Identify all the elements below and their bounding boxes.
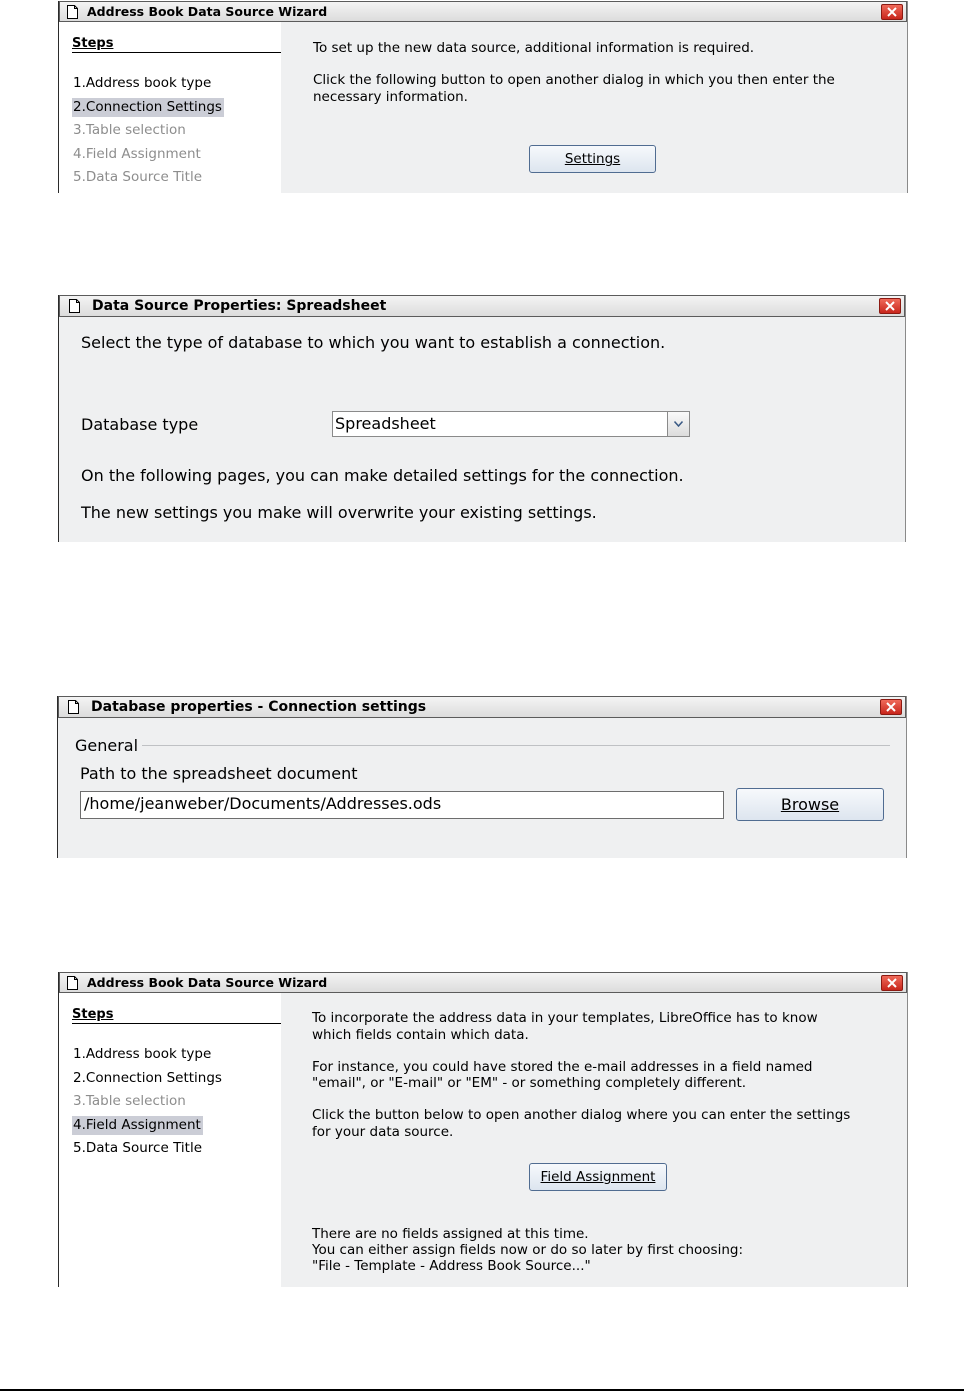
step-data-source-title[interactable] (72, 1139, 204, 1158)
step-number: 3. (73, 122, 86, 138)
dropdown-button[interactable] (667, 412, 689, 436)
settings-button-label: Settings (564, 151, 621, 167)
field-assignment-button-label: Field Assignment (540, 1169, 656, 1185)
step-number: 4. (73, 1117, 86, 1133)
step-label: Table selection (85, 122, 186, 138)
wizard-content (281, 22, 907, 193)
steps-panel (59, 22, 281, 193)
step-number: 3. (73, 1093, 86, 1109)
step-address-book-type[interactable] (72, 1045, 213, 1064)
intro-text-line2: which fields contain which data. (312, 1027, 529, 1043)
step-data-source-title (72, 168, 204, 187)
close-button[interactable] (880, 699, 902, 715)
status-text-line1: There are no fields assigned at this time. (312, 1226, 589, 1242)
title-bar[interactable] (59, 1, 907, 22)
group-label-general: General (75, 736, 139, 755)
path-input[interactable]: /home/jeanweber/Documents/Addresses.ods (80, 791, 724, 819)
window-title: Database properties - Connection settings (91, 699, 427, 715)
chevron-down-icon (674, 421, 683, 427)
step-connection-settings[interactable] (72, 98, 224, 117)
step-label: Connection Settings (85, 99, 222, 115)
status-text-line3: "File - Template - Address Book Source..." (312, 1258, 591, 1274)
example-text-line1: For instance, you could have stored the e-mail addresses in a field named (312, 1059, 813, 1075)
step-connection-settings[interactable] (72, 1069, 224, 1088)
step-number: 5. (73, 169, 86, 185)
info-text: To set up the new data source, additional information is required. (313, 40, 755, 56)
page-footer-rule (0, 1389, 964, 1391)
step-label: Data Source Title (85, 1140, 203, 1156)
step-table-selection (72, 121, 188, 140)
step-number: 4. (73, 146, 86, 162)
database-type-select[interactable] (332, 411, 690, 437)
window-title: Address Book Data Source Wizard (87, 975, 328, 990)
step-field-assignment[interactable] (72, 1116, 203, 1135)
wizard-dialog-connection (58, 1, 908, 193)
title-bar[interactable] (59, 295, 905, 317)
database-type-label: Database type (81, 415, 199, 434)
step-label: Address book type (85, 75, 212, 91)
intro-text-line1: To incorporate the address data in your templates, LibreOffice has to know (312, 1010, 818, 1026)
close-button[interactable] (881, 4, 903, 20)
instruction-text-line2: for your data source. (312, 1124, 454, 1140)
step-number: 1. (73, 1046, 86, 1062)
field-assignment-button[interactable] (529, 1163, 667, 1191)
step-number: 5. (73, 1140, 86, 1156)
steps-heading: Steps (72, 1007, 281, 1024)
document-icon (67, 5, 78, 19)
wizard-dialog-field-assignment (58, 972, 908, 1287)
settings-button[interactable] (529, 145, 656, 173)
step-number: 1. (73, 75, 86, 91)
overwrite-text: The new settings you make will overwrite your existing settings. (81, 503, 597, 522)
step-label: Field Assignment (85, 1117, 201, 1133)
instruction-text-line1: Click the button below to open another dialog where you can enter the settings (312, 1107, 851, 1123)
step-label: Table selection (85, 1093, 186, 1109)
wizard-content (281, 993, 907, 1287)
connection-settings-dialog (57, 696, 907, 858)
status-text-line2: You can either assign fields now or do so later by first choosing: (312, 1242, 744, 1258)
step-number: 2. (73, 1070, 86, 1086)
close-icon (885, 301, 895, 311)
close-icon (887, 7, 897, 17)
browse-button-label: Browse (780, 795, 840, 814)
step-field-assignment (72, 145, 203, 164)
close-button[interactable] (879, 298, 901, 314)
document-icon (67, 976, 78, 990)
document-icon (68, 700, 79, 714)
step-label: Connection Settings (85, 1070, 222, 1086)
close-icon (887, 978, 897, 988)
window-title: Data Source Properties: Spreadsheet (92, 298, 387, 314)
step-label: Field Assignment (85, 146, 201, 162)
path-label: Path to the spreadsheet document (80, 764, 358, 783)
steps-panel (59, 993, 281, 1287)
browse-button[interactable] (736, 788, 884, 821)
step-table-selection (72, 1092, 188, 1111)
document-icon (69, 299, 80, 313)
database-type-value: Spreadsheet (335, 414, 436, 433)
step-label: Data Source Title (85, 169, 203, 185)
step-address-book-type[interactable] (72, 74, 213, 93)
title-bar[interactable] (59, 972, 907, 993)
steps-heading: Steps (72, 36, 281, 53)
instruction-text-line2: necessary information. (313, 89, 468, 105)
instruction-text-line1: Click the following button to open another dialog in which you then enter the (313, 72, 835, 88)
detail-text: On the following pages, you can make detailed settings for the connection. (81, 466, 684, 485)
step-number: 2. (73, 99, 86, 115)
group-divider (142, 745, 890, 746)
step-label: Address book type (85, 1046, 212, 1062)
example-text-line2: "email", or "E-mail" or "EM" - or something completely different. (312, 1075, 747, 1091)
title-bar[interactable] (58, 696, 906, 718)
datasource-properties-dialog (58, 295, 906, 542)
close-button[interactable] (881, 975, 903, 991)
intro-text: Select the type of database to which you want to establish a connection. (81, 333, 666, 352)
window-title: Address Book Data Source Wizard (87, 4, 328, 19)
close-icon (886, 702, 896, 712)
